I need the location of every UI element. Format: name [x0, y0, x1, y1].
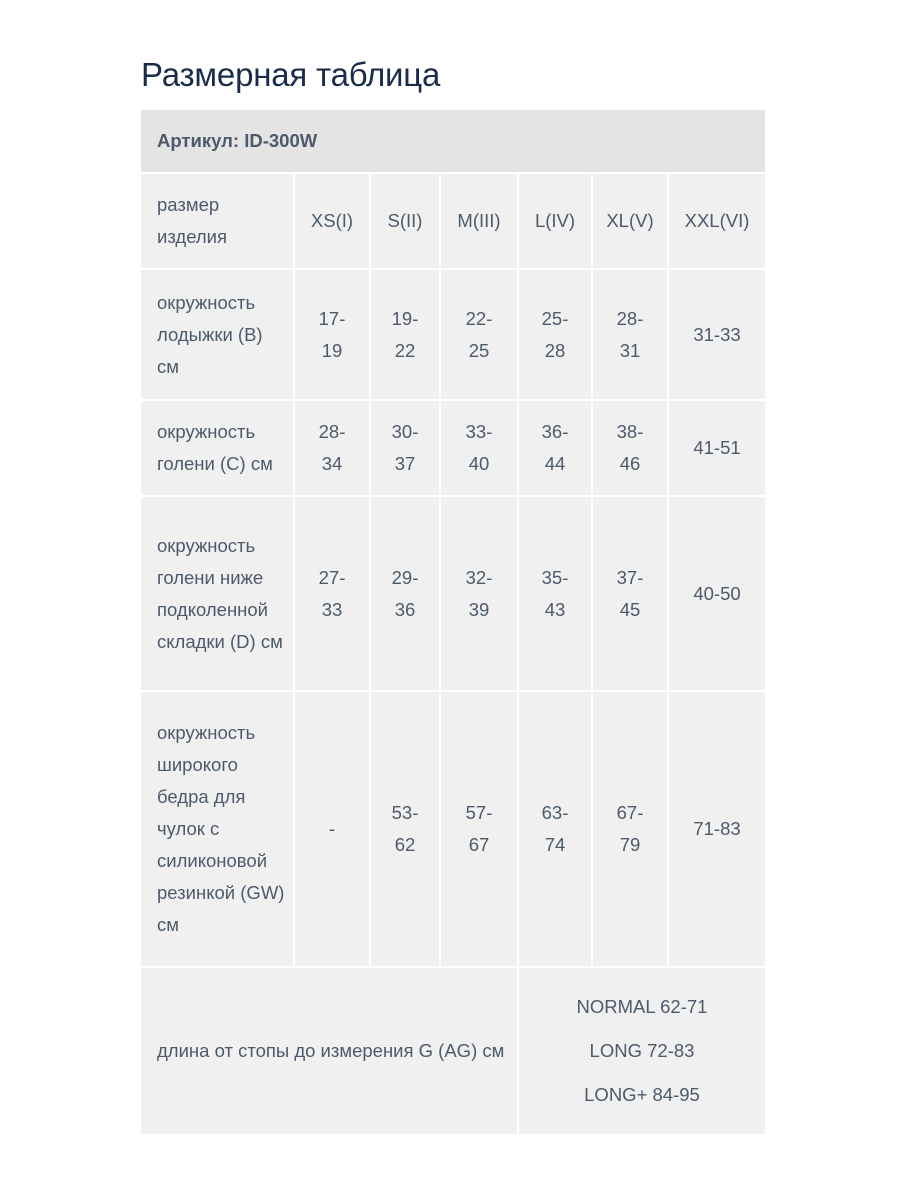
cell-value: 36-44	[541, 421, 569, 474]
row-label: окружность голени ниже подколенной складки (D) см	[141, 497, 295, 692]
cell-value: 22-25	[465, 307, 493, 361]
row-label: окружность голени (C) см	[141, 401, 295, 497]
cell-value: 37-45	[616, 566, 644, 620]
table-cell	[519, 401, 593, 497]
table-cell	[371, 497, 441, 692]
table-row	[141, 692, 765, 968]
article-row	[141, 110, 765, 174]
cell-value: 33-40	[465, 421, 493, 474]
cell-value: 53-62	[391, 802, 419, 855]
table-row	[141, 497, 765, 692]
table-cell: S(II)	[371, 174, 441, 270]
cell-value: 32-39	[465, 566, 493, 620]
cell-value: 19-22	[391, 307, 419, 361]
table-cell	[295, 401, 371, 497]
length-row	[141, 968, 765, 1134]
article-code: Артикул: ID-300W	[141, 110, 765, 174]
table-cell	[593, 270, 669, 401]
table-cell: L(IV)	[519, 174, 593, 270]
table-row	[141, 174, 765, 270]
table-cell: XL(V)	[593, 174, 669, 270]
table-cell: 31-33	[669, 270, 765, 401]
table-cell	[441, 692, 519, 968]
length-label: длина от стопы до измерения G (AG) см	[141, 968, 519, 1134]
row-label: окружность широкого бедра для чулок с силиконовой резинкой (GW) см	[141, 692, 295, 968]
table-cell	[441, 497, 519, 692]
size-table	[141, 110, 765, 1134]
cell-value: 28-31	[616, 307, 644, 361]
table-cell: M(III)	[441, 174, 519, 270]
table-row	[141, 270, 765, 401]
cell-value: 57-67	[465, 802, 493, 855]
table-row	[141, 401, 765, 497]
table-cell	[295, 270, 371, 401]
table-cell	[371, 270, 441, 401]
length-long: LONG 72-83	[589, 1040, 695, 1061]
cell-value: 38-46	[616, 421, 644, 474]
table-cell: XS(I)	[295, 174, 371, 270]
cell-value: 35-43	[541, 566, 569, 620]
cell-value: 67-79	[616, 802, 644, 855]
cell-value: 29-36	[391, 566, 419, 620]
table-cell	[593, 401, 669, 497]
row-label: окружность лодыжки (B) см	[141, 270, 295, 401]
cell-value: 25-28	[541, 307, 569, 361]
table-cell	[519, 692, 593, 968]
cell-value: 17-19	[318, 307, 346, 361]
table-cell	[371, 401, 441, 497]
table-cell	[593, 497, 669, 692]
table-cell	[295, 497, 371, 692]
page-title: Размерная таблица	[141, 56, 441, 93]
length-normal: NORMAL 62-71	[576, 996, 708, 1017]
table-cell	[441, 401, 519, 497]
table-cell	[519, 270, 593, 401]
table-cell	[371, 692, 441, 968]
length-long-plus: LONG+ 84-95	[584, 1084, 700, 1105]
cell-value: 30-37	[391, 421, 419, 474]
cell-value: 27-33	[318, 566, 346, 620]
cell-value: 28-34	[318, 421, 346, 474]
cell-value: 63-74	[541, 802, 569, 855]
table-cell: -	[295, 692, 371, 968]
length-values	[519, 968, 765, 1134]
table-cell: 41-51	[669, 401, 765, 497]
row-label: размер изделия	[141, 174, 295, 270]
table-cell	[519, 497, 593, 692]
table-cell	[593, 692, 669, 968]
table-cell	[441, 270, 519, 401]
table-cell: 71-83	[669, 692, 765, 968]
table-cell: XXL(VI)	[669, 174, 765, 270]
table-cell: 40-50	[669, 497, 765, 692]
size-chart	[141, 52, 765, 1134]
